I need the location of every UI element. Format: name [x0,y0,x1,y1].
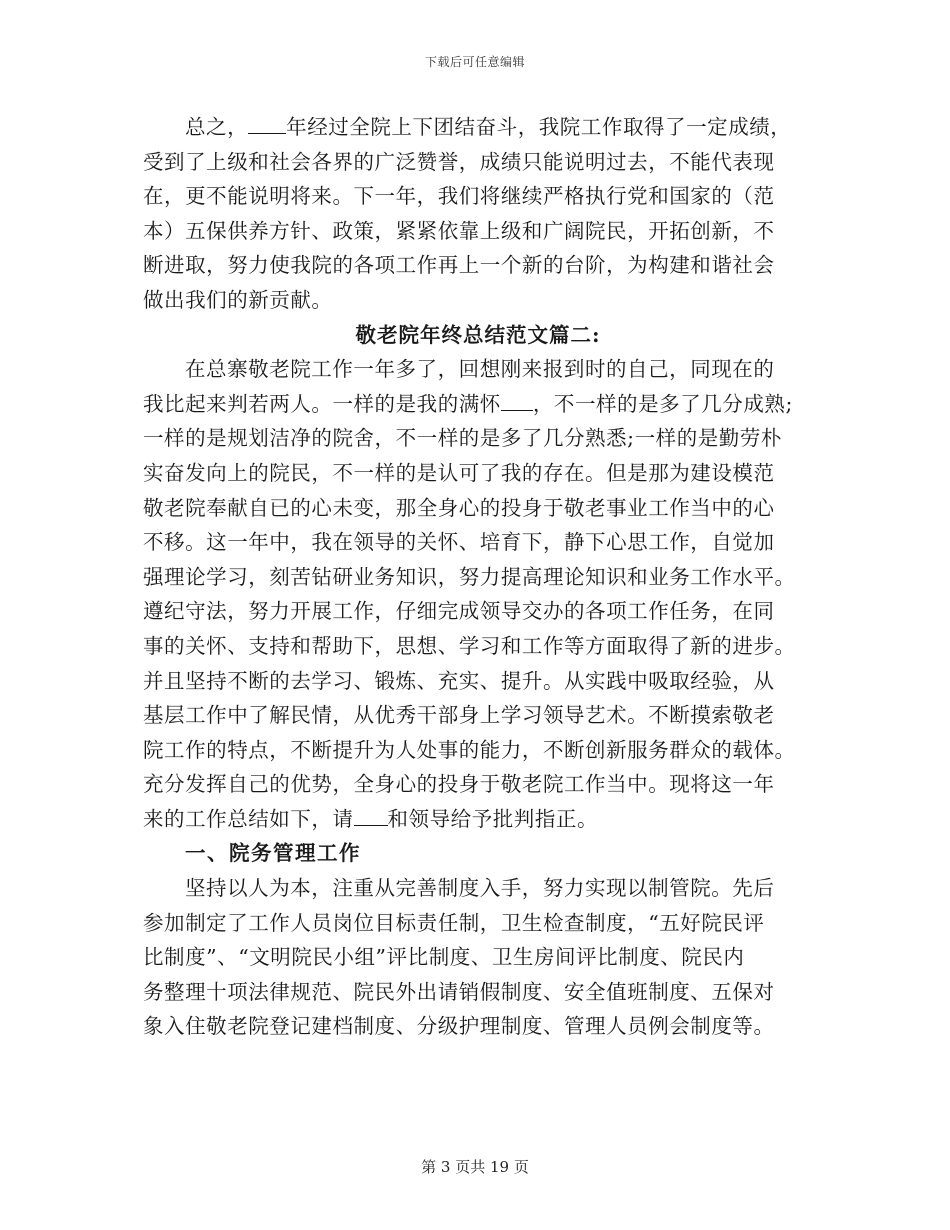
paragraph-intro [143,352,813,836]
text-line: 本）五保供养方针、政策，紧紧依靠上级和广阔院民，开拓创新，不 [143,218,775,243]
page-header: 下载后可任意编辑 [424,55,525,69]
section-title: 敬老院年终总结范文篇二: [355,322,601,347]
text-line: 院工作的特点，不断提升为人处事的能力，不断创新服务群众的载体。 [143,737,796,762]
text-line: 敬老院奉献自已的心未变，那全身心的投身于敬老事业工作当中的心 [143,495,775,520]
text-line: 总之， 年经过全院上下团结奋斗，我院工作取得了一定成绩， [185,115,792,139]
text-line: 务整理十项法律规范、院民外出请销假制度、安全值班制度、五保对 [143,979,775,1004]
text-line: 断进取，努力使我院的各项工作再上一个新的台阶，为构建和谐社会 [143,253,775,278]
page-footer: 第 3 页共 19 页 [421,1158,529,1176]
text-line: 一样的是规划洁净的院舍，不一样的是多了几分熟悉;一样的是勤劳朴 [143,426,782,451]
paragraph-conclusion [143,110,813,318]
blank-underline [354,807,388,826]
text-line: 象入住敬老院登记建档制度、分级护理制度、管理人员例会制度等。 [143,1014,775,1039]
text-line: 比制度”、“文明院民小组”评比制度、卫生房间评比制度、院民内 [143,945,745,970]
text-line: 充分发挥自己的优势，全身心的投身于敬老院工作当中。现将这一年 [143,772,775,797]
text-line: 在，更不能说明将来。下一年，我们将继续严格执行党和国家的（范 [143,184,775,209]
text-line: 坚持以人为本，注重从完善制度入手，努力实现以制管院。先后 [185,876,775,901]
blank-underline [248,115,286,134]
section-heading: 一、院务管理工作 [185,841,361,866]
text-line: 在总寨敬老院工作一年多了，回想刚来报到时的自己，同现在的 [185,357,775,382]
text-line: 实奋发向上的院民，不一样的是认可了我的存在。但是那为建设模范 [143,460,775,485]
text-line: 并且坚持不断的去学习、锻炼、充实、提升。从实践中吸取经验，从 [143,668,775,693]
paragraph-management [143,871,813,1044]
text-line: 基层工作中了解民情，从优秀干部身上学习领导艺术。不断摸索敬老 [143,703,775,728]
text-line: 受到了上级和社会各界的广泛赞誉，成绩只能说明过去，不能代表现 [143,149,775,174]
blank-underline [501,392,533,411]
text-line: 遵纪守法，努力开展工作，仔细完成领导交办的各项工作任务，在同 [143,599,775,624]
text-line: 事的关怀、支持和帮助下，思想、学习和工作等方面取得了新的进步。 [143,633,796,658]
text-line: 来的工作总结如下，请 和领导给予批判指正。 [143,806,598,831]
document-body [143,110,813,1044]
text-line: 参加制定了工作人员岗位目标责任制，卫生检查制度，“五好院民评 [143,910,765,935]
text-line: 我比起来判若两人。一样的是我的满怀 ，不一样的是多了几分成熟; [143,391,793,416]
text-line: 做出我们的新贡献。 [143,287,333,312]
text-line: 强理论学习，刻苦钻研业务知识，努力提高理论知识和业务工作水平。 [143,564,796,589]
text-line: 不移。这一年中，我在领导的关怀、培育下，静下心思工作，自觉加 [143,530,775,555]
